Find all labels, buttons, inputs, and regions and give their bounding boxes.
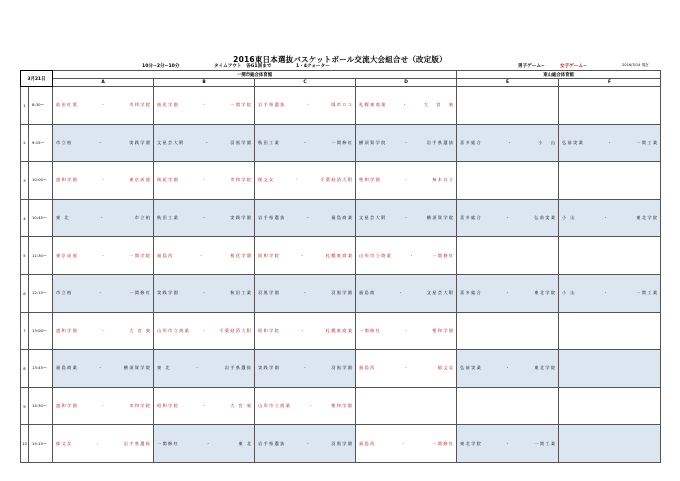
team-name: 桜 花 学 園 bbox=[230, 252, 252, 258]
table-row bbox=[21, 162, 661, 200]
team-name: 市 和 学 院 bbox=[129, 403, 150, 409]
game-cell bbox=[457, 387, 559, 425]
versus-dash: - bbox=[608, 139, 611, 145]
team-name: 市 立 柏 bbox=[56, 290, 72, 296]
game-cell bbox=[457, 87, 559, 125]
team-name: 喜 多 総 合 bbox=[460, 215, 481, 221]
game-cell bbox=[255, 312, 356, 350]
versus-dash: - bbox=[100, 215, 103, 221]
team-name: 盛 和 学 園 bbox=[56, 403, 77, 409]
team-name: 東 北 bbox=[157, 365, 170, 371]
team-name: 千 葉 経 済 大 附 bbox=[320, 177, 353, 183]
table-row bbox=[21, 237, 661, 275]
court-header: F bbox=[559, 79, 661, 87]
team-name: 市 和 学 院 bbox=[129, 102, 150, 108]
team-name: 郁 文 女 bbox=[258, 177, 274, 183]
team-name: 桜 花 学 園 bbox=[157, 102, 178, 108]
team-name: 文 星 芸 大 附 bbox=[359, 215, 386, 221]
game-cell bbox=[154, 425, 255, 463]
team-name: 小 山 bbox=[562, 290, 575, 296]
row-number: 5 bbox=[21, 237, 29, 275]
team-name: 弘 前 実 業 bbox=[562, 139, 583, 145]
team-name: 桜 花 学 園 bbox=[157, 177, 178, 183]
game-cell bbox=[356, 237, 457, 275]
row-number: 9 bbox=[21, 387, 29, 425]
game-cell bbox=[559, 312, 661, 350]
start-time: 12:15〜 bbox=[29, 274, 53, 312]
team-name: 実 践 学 園 bbox=[230, 215, 251, 221]
team-name: 岡 市 ロ ユ bbox=[331, 102, 353, 108]
versus-dash: - bbox=[506, 290, 509, 296]
game-cell bbox=[53, 124, 154, 162]
game-cell bbox=[457, 162, 559, 200]
start-time: 14:30〜 bbox=[29, 387, 53, 425]
game-cell bbox=[53, 237, 154, 275]
row-number: 8 bbox=[21, 350, 29, 388]
versus-dash: - bbox=[309, 403, 312, 409]
versus-dash: - bbox=[405, 139, 407, 145]
game-cell bbox=[255, 87, 356, 125]
team-name: 盛 和 学 園 bbox=[56, 177, 77, 183]
versus-dash: - bbox=[301, 327, 304, 333]
versus-dash: - bbox=[99, 290, 102, 296]
versus-dash: - bbox=[402, 440, 405, 446]
game-cell bbox=[457, 237, 559, 275]
team-name: 市 和 学 院 bbox=[230, 177, 251, 183]
versus-dash: - bbox=[506, 365, 509, 371]
versus-dash: - bbox=[102, 102, 104, 108]
team-name: 山 形 市 立 商 業 bbox=[359, 252, 391, 258]
versus-dash: - bbox=[410, 252, 413, 258]
revision-date: 2016/3/14 現在 bbox=[622, 63, 649, 67]
versus-dash: - bbox=[203, 215, 205, 221]
team-name: 東 北 学 院 bbox=[460, 440, 481, 446]
schedule-table bbox=[20, 70, 661, 463]
versus-dash: - bbox=[200, 252, 203, 258]
team-name: 一 関 修 紅 bbox=[359, 327, 380, 333]
team-name: 喜 多 総 合 bbox=[460, 139, 481, 145]
game-cell bbox=[457, 350, 559, 388]
start-time: 10:45〜 bbox=[29, 199, 53, 237]
start-time: 13:00〜 bbox=[29, 312, 53, 350]
team-name: 岩 手 県 選 抜 bbox=[258, 440, 285, 446]
team-name: 千 葉 経 済 大 附 bbox=[219, 327, 251, 333]
versus-dash: - bbox=[399, 290, 402, 296]
row-number: 4 bbox=[21, 199, 29, 237]
versus-dash: - bbox=[203, 327, 205, 333]
team-name: 札 幌 東 商 業 bbox=[325, 252, 353, 258]
game-cell bbox=[255, 162, 356, 200]
versus-dash: - bbox=[99, 365, 102, 371]
table-row bbox=[21, 87, 661, 125]
team-name: 文 星 芸 大 附 bbox=[426, 290, 454, 296]
team-name: 羽 黒 学 園 bbox=[258, 290, 279, 296]
versus-dash: - bbox=[203, 403, 205, 409]
row-number: 2 bbox=[21, 124, 29, 162]
versus-dash: - bbox=[295, 177, 298, 183]
game-cell bbox=[255, 387, 356, 425]
game-cell bbox=[53, 274, 154, 312]
table-row bbox=[21, 274, 661, 312]
game-cell bbox=[559, 387, 661, 425]
game-cell bbox=[255, 199, 356, 237]
game-cell bbox=[255, 237, 356, 275]
game-cell bbox=[559, 162, 661, 200]
team-name: 実 践 学 園 bbox=[129, 139, 151, 145]
team-name: 柿 木 口 立 bbox=[432, 177, 454, 183]
team-name: 昭 和 学 院 bbox=[258, 252, 279, 258]
court-header: E bbox=[457, 79, 559, 87]
game-cell bbox=[154, 387, 255, 425]
start-time: 11:30〜 bbox=[29, 237, 53, 275]
game-cell bbox=[457, 425, 559, 463]
game-cell bbox=[154, 87, 255, 125]
versus-dash: - bbox=[207, 440, 209, 446]
game-cell bbox=[356, 199, 457, 237]
versus-dash: - bbox=[307, 215, 309, 221]
game-cell bbox=[53, 87, 154, 125]
versus-dash: - bbox=[403, 102, 406, 108]
team-name: 聖 和 学 園 bbox=[432, 327, 454, 333]
versus-dash: - bbox=[99, 139, 102, 145]
row-number: 3 bbox=[21, 162, 29, 200]
team-name: 一 関 修 紅 bbox=[432, 252, 454, 258]
venue-ichinoseki: 一関市総合体育館 bbox=[53, 71, 457, 79]
team-name: 山 形 市 立 商 業 bbox=[157, 327, 189, 333]
team-name: 聖 和 学 園 bbox=[359, 177, 380, 183]
team-name: 文 星 芸 大 附 bbox=[157, 139, 184, 145]
team-name: 東 北 学 院 bbox=[534, 290, 556, 296]
game-cell bbox=[559, 124, 661, 162]
versus-dash: - bbox=[196, 365, 198, 371]
schedule-date: 3月21日 bbox=[21, 71, 53, 87]
team-name: 前 田 紅 葉 bbox=[56, 102, 77, 108]
team-name: 郁 文 女 bbox=[437, 365, 454, 371]
game-cell bbox=[154, 237, 255, 275]
game-cell bbox=[255, 350, 356, 388]
game-cell bbox=[559, 237, 661, 275]
game-cell bbox=[154, 124, 255, 162]
game-cell bbox=[457, 312, 559, 350]
team-name: 横 須 賀 学 院 bbox=[359, 139, 386, 145]
court-header: D bbox=[356, 79, 457, 87]
team-name: 横 須 賀 学 院 bbox=[123, 365, 151, 371]
versus-dash: - bbox=[405, 177, 407, 183]
team-name: 大 宮 東 bbox=[129, 327, 151, 333]
game-cell bbox=[154, 162, 255, 200]
start-time: 8:30〜 bbox=[29, 87, 53, 125]
team-name: 横 須 賀 学 院 bbox=[426, 215, 454, 221]
team-name: 弘 前 実 業 bbox=[460, 365, 481, 371]
legend-men: 男子ゲーム− bbox=[518, 64, 545, 69]
versus-dash: - bbox=[506, 440, 509, 446]
team-name: 一 関 工 業 bbox=[636, 290, 658, 296]
team-name: 札 幌 東 商 業 bbox=[325, 327, 353, 333]
team-name: 福 島 商 業 bbox=[56, 365, 77, 371]
team-name: 福 島 商 業 bbox=[331, 215, 353, 221]
versus-dash: - bbox=[307, 440, 309, 446]
team-name: 実 践 学 園 bbox=[157, 290, 178, 296]
start-time: 13:45〜 bbox=[29, 350, 53, 388]
team-name: 岩 手 県 選 抜 bbox=[258, 215, 285, 221]
versus-dash: - bbox=[508, 139, 511, 145]
game-cell bbox=[356, 162, 457, 200]
versus-dash: - bbox=[405, 327, 407, 333]
game-cell bbox=[559, 274, 661, 312]
quarter-rule: 1・4クォーター bbox=[296, 64, 330, 69]
team-name: 岩 手 県 選 抜 bbox=[426, 139, 454, 145]
game-cell bbox=[53, 199, 154, 237]
game-cell bbox=[356, 87, 457, 125]
table-row bbox=[21, 199, 661, 237]
game-cell bbox=[154, 274, 255, 312]
team-name: 福 島 西 bbox=[359, 365, 375, 371]
team-name: 一 関 修 紅 bbox=[432, 440, 454, 446]
team-name: 市 立 柏 bbox=[56, 139, 72, 145]
team-name: 札 幌 東 商 業 bbox=[359, 102, 386, 108]
versus-dash: - bbox=[304, 365, 306, 371]
document-title: 2016東日本選抜バスケットボール交流大会組合せ（改定版） bbox=[233, 55, 447, 64]
team-name: 実 践 学 園 bbox=[258, 365, 279, 371]
game-cell bbox=[356, 425, 457, 463]
team-name: 岩 手 県 選 抜 bbox=[224, 365, 251, 371]
team-name: 山 形 市 立 商 業 bbox=[258, 403, 290, 409]
versus-dash: - bbox=[506, 215, 509, 221]
team-name: 小 山 bbox=[562, 215, 575, 221]
versus-dash: - bbox=[304, 139, 306, 145]
team-name: 羽 黒 学 園 bbox=[331, 440, 353, 446]
game-cell bbox=[255, 274, 356, 312]
game-cell bbox=[356, 274, 457, 312]
team-name: 一 関 工 業 bbox=[534, 440, 556, 446]
game-cell bbox=[53, 162, 154, 200]
team-name: 秋 田 工 業 bbox=[230, 290, 251, 296]
team-name: 郁 文 女 bbox=[56, 440, 72, 446]
court-header: B bbox=[154, 79, 255, 87]
team-name: 秋 田 工 業 bbox=[157, 215, 178, 221]
team-name: 一 関 修 紅 bbox=[157, 440, 178, 446]
game-cell bbox=[53, 350, 154, 388]
game-cell bbox=[53, 387, 154, 425]
team-name: 一 関 修 紅 bbox=[129, 290, 151, 296]
team-name: 東 京 成 徳 bbox=[129, 177, 150, 183]
team-name: 東 北 bbox=[56, 215, 69, 221]
game-cell bbox=[559, 199, 661, 237]
team-name: 秋 田 工 業 bbox=[258, 139, 279, 145]
team-name: 昭 和 学 院 bbox=[258, 327, 279, 333]
versus-dash: - bbox=[304, 290, 306, 296]
versus-dash: - bbox=[203, 177, 205, 183]
row-number: 1 bbox=[21, 87, 29, 125]
row-number: 6 bbox=[21, 274, 29, 312]
versus-dash: - bbox=[301, 252, 304, 258]
team-name: 大 宮 東 bbox=[230, 403, 252, 409]
team-name: 大 宮 東 bbox=[423, 102, 454, 108]
game-cell bbox=[559, 350, 661, 388]
team-name: 羽 黒 学 園 bbox=[230, 139, 252, 145]
team-name: 東 北 学 院 bbox=[636, 215, 658, 221]
team-name: 福 島 商 bbox=[359, 290, 375, 296]
team-name: 一 関 工 業 bbox=[636, 139, 658, 145]
game-cell bbox=[53, 425, 154, 463]
team-name: 喜 多 総 合 bbox=[460, 290, 481, 296]
team-name: 聖 和 学 園 bbox=[331, 403, 352, 409]
game-cell bbox=[356, 124, 457, 162]
start-time: 15:15〜 bbox=[29, 425, 53, 463]
table-row bbox=[21, 425, 661, 463]
team-name: 東 京 成 徳 bbox=[56, 252, 77, 258]
game-cell bbox=[255, 425, 356, 463]
table-row bbox=[21, 350, 661, 388]
team-name: 羽 黒 学 園 bbox=[331, 365, 352, 371]
game-cell bbox=[457, 124, 559, 162]
team-name: 一 関 学 院 bbox=[129, 252, 150, 258]
versus-dash: - bbox=[102, 252, 104, 258]
versus-dash: - bbox=[102, 177, 104, 183]
versus-dash: - bbox=[206, 139, 208, 145]
game-rules: 10分−2分−10分 bbox=[142, 64, 180, 69]
court-header: C bbox=[255, 79, 356, 87]
game-cell bbox=[457, 274, 559, 312]
game-cell bbox=[457, 199, 559, 237]
versus-dash: - bbox=[203, 290, 205, 296]
game-cell bbox=[356, 312, 457, 350]
table-row bbox=[21, 124, 661, 162]
team-name: 小 山 bbox=[538, 139, 556, 145]
legend-women: 女子ゲーム− bbox=[560, 64, 587, 69]
team-name: 福 島 西 bbox=[359, 440, 375, 446]
versus-dash: - bbox=[604, 215, 607, 221]
table-row bbox=[21, 387, 661, 425]
start-time: 10:00〜 bbox=[29, 162, 53, 200]
versus-dash: - bbox=[102, 403, 104, 409]
versus-dash: - bbox=[307, 102, 309, 108]
team-name: 昭 和 学 院 bbox=[157, 403, 178, 409]
versus-dash: - bbox=[604, 290, 607, 296]
game-cell bbox=[154, 199, 255, 237]
versus-dash: - bbox=[405, 365, 407, 371]
versus-dash: - bbox=[405, 215, 407, 221]
table-row bbox=[21, 312, 661, 350]
start-time: 9:15〜 bbox=[29, 124, 53, 162]
game-cell bbox=[154, 350, 255, 388]
game-cell bbox=[559, 87, 661, 125]
team-name: 岩 手 県 選 抜 bbox=[123, 440, 150, 446]
team-name: 東 北 bbox=[238, 440, 252, 446]
game-cell bbox=[559, 425, 661, 463]
team-name: 福 島 西 bbox=[157, 252, 173, 258]
game-cell bbox=[255, 124, 356, 162]
team-name: 一 関 学 院 bbox=[230, 102, 251, 108]
row-number: 10 bbox=[21, 425, 29, 463]
versus-dash: - bbox=[102, 327, 104, 333]
team-name: 岩 手 県 選 抜 bbox=[258, 102, 285, 108]
team-name: 東 北 学 院 bbox=[534, 365, 556, 371]
game-cell bbox=[356, 350, 457, 388]
venue-higashiyama: 東山総合体育館 bbox=[457, 71, 661, 79]
versus-dash: - bbox=[96, 440, 99, 446]
timeout-rule: タイムアウト 各G1回まで bbox=[214, 64, 272, 69]
versus-dash: - bbox=[203, 102, 205, 108]
team-name: 市 立 柏 bbox=[134, 215, 150, 221]
team-name: 羽 黒 学 園 bbox=[331, 290, 352, 296]
game-cell bbox=[154, 312, 255, 350]
team-name: 弘 前 実 業 bbox=[534, 215, 556, 221]
team-name: 一 関 修 紅 bbox=[331, 139, 352, 145]
game-cell bbox=[356, 387, 457, 425]
game-cell bbox=[53, 312, 154, 350]
court-header: A bbox=[53, 79, 154, 87]
row-number: 7 bbox=[21, 312, 29, 350]
team-name: 盛 和 学 園 bbox=[56, 327, 77, 333]
